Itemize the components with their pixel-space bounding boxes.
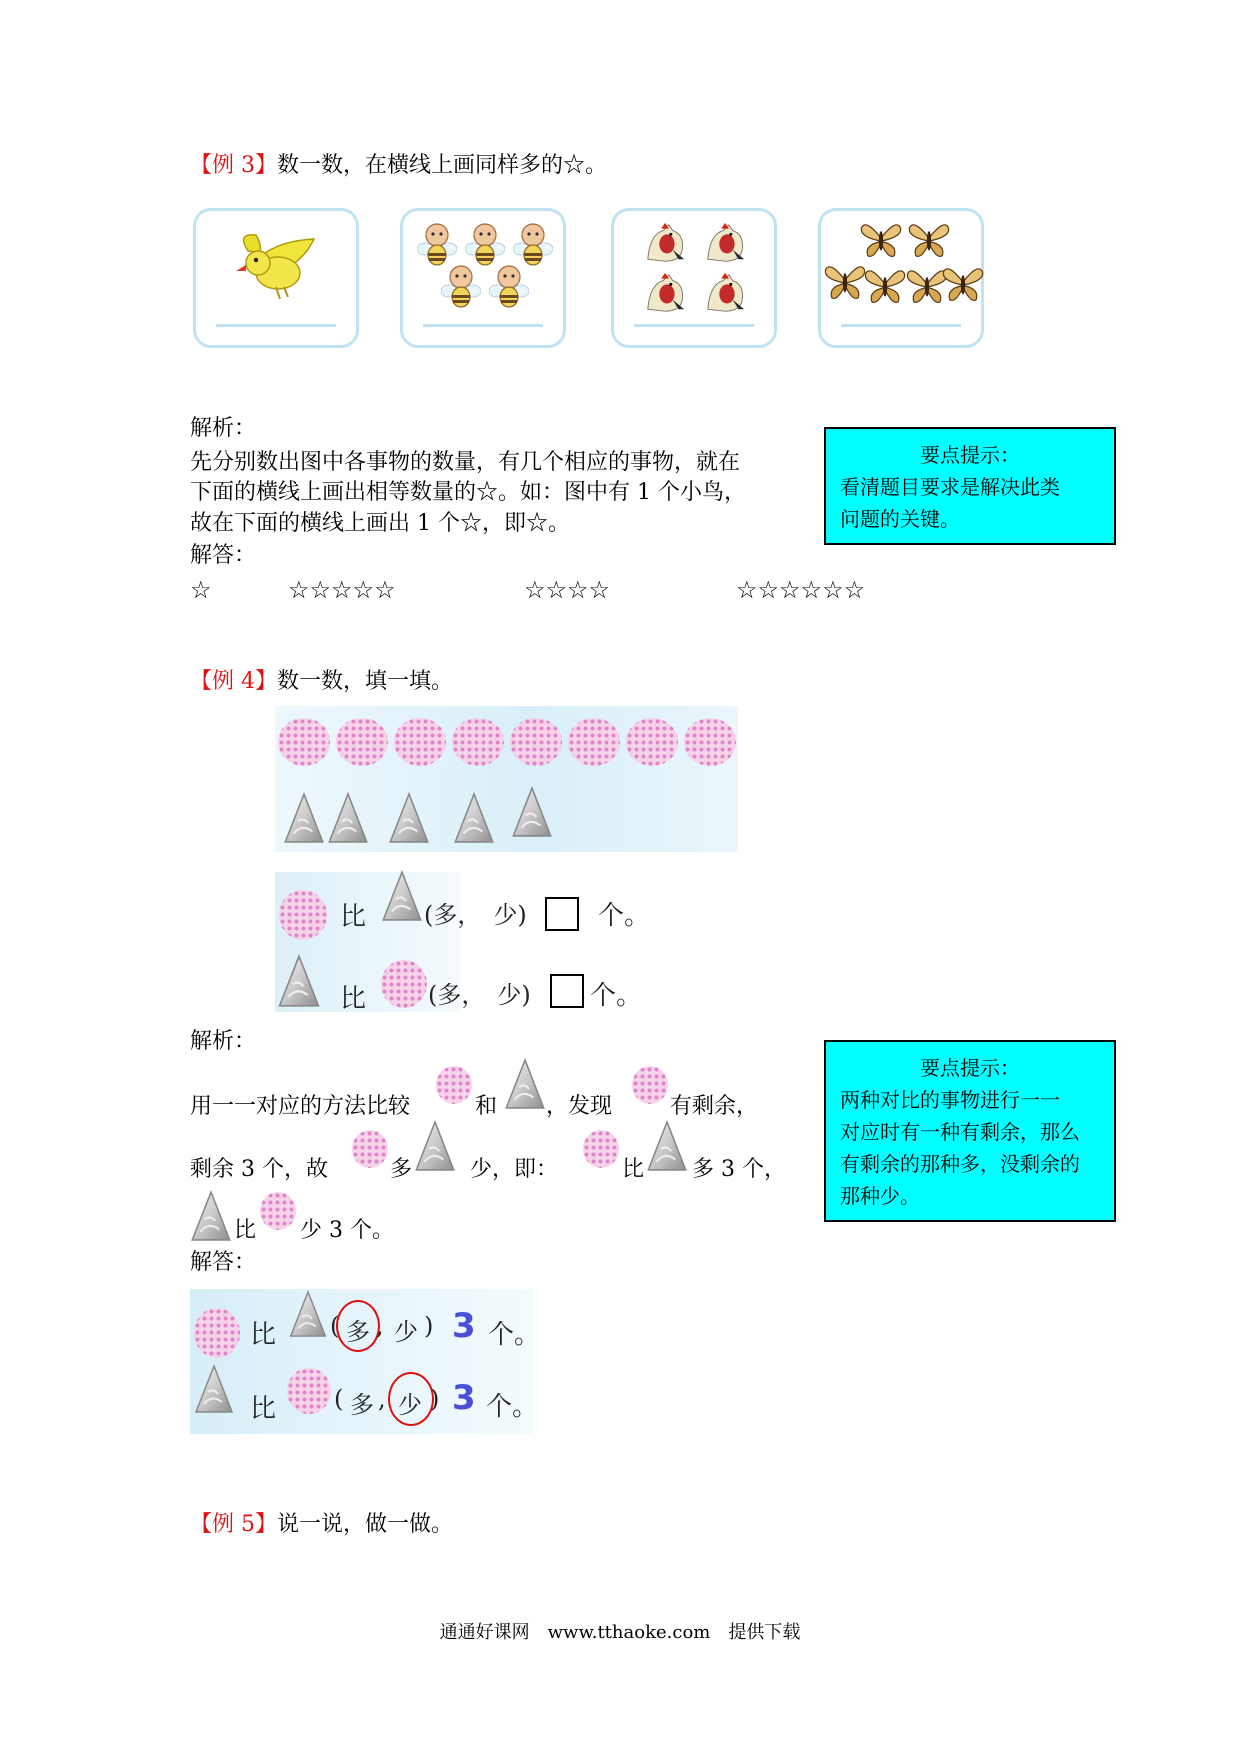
- open-paren: (: [334, 1385, 344, 1413]
- gray-triangle: [414, 1120, 456, 1172]
- ge-text: 个。: [486, 1392, 539, 1422]
- pink-circle: [568, 718, 620, 766]
- gray-triangle: [646, 1120, 688, 1172]
- ex3-answer-1: ☆: [190, 576, 212, 604]
- ge-text: 个。: [488, 1320, 541, 1350]
- pink-circle: [279, 890, 327, 940]
- example-4-heading: [190, 665, 453, 699]
- pink-circle: [394, 718, 446, 766]
- pink-circle: [381, 960, 427, 1008]
- gray-triangle: [190, 1190, 232, 1242]
- tip-line: 对应时有一种有剩余，那么: [840, 1120, 1080, 1144]
- example-3-heading: [190, 149, 607, 183]
- ex4-line2-part1: 剩余 3 个，故: [190, 1157, 328, 1182]
- pink-circle: [352, 1130, 388, 1168]
- comma: ,: [378, 1385, 386, 1413]
- gray-triangle: [388, 792, 430, 844]
- pink-circle: [626, 718, 678, 766]
- pink-circle: [684, 718, 736, 766]
- pink-circle: [278, 718, 330, 766]
- ex4-line2-part5: 多 3 个，: [692, 1157, 786, 1182]
- ex3-answer-2: ☆☆☆☆☆: [288, 576, 396, 604]
- options-text: (多， 少): [424, 901, 527, 929]
- ex3-analysis-label: 解析：: [190, 416, 257, 441]
- bees-icon: [403, 211, 569, 351]
- ex4-line2-part3: 少，即：: [470, 1157, 559, 1182]
- pink-circle: [452, 718, 504, 766]
- count-panel: [275, 706, 738, 852]
- ex3-analysis-line-3: 故在下面的横线上画出 1 个☆，即☆。: [190, 511, 570, 536]
- tip-title: 要点提示：: [920, 1056, 1020, 1080]
- pink-circle: [583, 1130, 619, 1168]
- ex4-answer-label: 解答：: [190, 1250, 257, 1275]
- ex4-line3-part2: 少 3 个。: [300, 1218, 394, 1243]
- pink-circle: [260, 1192, 296, 1230]
- gray-triangle: [283, 792, 325, 844]
- answer-box[interactable]: [550, 974, 584, 1008]
- ex4-line2-part2: 多: [390, 1157, 413, 1182]
- tip-line: 问题的关键。: [840, 507, 960, 531]
- example-3-label: 【例 3】: [190, 153, 277, 178]
- gray-triangle: [381, 870, 423, 922]
- ex3-tip-box: [824, 427, 1116, 545]
- pink-circle: [194, 1308, 240, 1358]
- ex4-line1-part4: 有剩余，: [670, 1094, 759, 1119]
- ex4-tip-box: [824, 1040, 1116, 1222]
- ex3-answer-4: ☆☆☆☆☆☆: [736, 576, 866, 604]
- ge-text: 个。: [598, 901, 651, 931]
- ex3-analysis-line-1: 先分别数出图中各事物的数量，有几个相应的事物，就在: [190, 450, 741, 475]
- selected-circle-mark: [388, 1372, 434, 1426]
- ex3-answer-3: ☆☆☆☆: [524, 576, 611, 604]
- example-5-label: 【例 5】: [190, 1512, 277, 1537]
- butterflies-icon: [821, 211, 987, 351]
- shao-option: 少: [398, 1391, 422, 1419]
- gray-triangle: [277, 954, 321, 1008]
- bird-card: [193, 208, 359, 348]
- ex4-line3-part1: 比: [234, 1218, 257, 1243]
- tip-line: 看清题目要求是解决此类: [840, 475, 1060, 499]
- bi-text: 比: [250, 1394, 277, 1424]
- answer-number: 3: [452, 1378, 476, 1418]
- page-footer: 通通好课网 www.tthaoke.com 提供下载: [439, 1622, 801, 1643]
- ex3-analysis-line-2: 下面的横线上画出相等数量的☆。如：图中有 1 个小鸟，: [190, 480, 746, 505]
- duo-option: 多: [346, 1318, 370, 1346]
- gray-triangle: [453, 792, 495, 844]
- example-5-question: 说一说，做一做。: [277, 1512, 454, 1537]
- tip-line: 那种少。: [840, 1184, 920, 1208]
- example-4-label: 【例 4】: [190, 669, 277, 694]
- ex4-line1-part3: ，发现: [546, 1094, 613, 1119]
- bi-text: 比: [340, 902, 367, 932]
- ge-text: 个。: [590, 981, 643, 1011]
- selected-circle-mark: [336, 1300, 380, 1352]
- answer-line: [841, 324, 961, 327]
- gray-triangle: [511, 786, 553, 838]
- gray-triangle: [288, 1290, 328, 1338]
- butterflies-card: [818, 208, 984, 348]
- answer-box[interactable]: [545, 897, 579, 931]
- pink-circle: [510, 718, 562, 766]
- answer-line: [423, 324, 543, 327]
- pink-circle: [287, 1368, 331, 1414]
- ex4-analysis-label: 解析：: [190, 1029, 257, 1054]
- bi-text: 比: [340, 984, 367, 1014]
- bees-card: [400, 208, 566, 348]
- pink-circle: [632, 1066, 668, 1104]
- duo-option: 多: [350, 1391, 374, 1419]
- tip-line: 两种对比的事物进行一一: [840, 1088, 1060, 1112]
- bi-text: 比: [250, 1320, 277, 1350]
- options-text: (多， 少): [428, 981, 531, 1009]
- example-4-question: 数一数，填一填。: [277, 669, 454, 694]
- roosters-card: [611, 208, 777, 348]
- ex4-line2-part4: 比: [622, 1157, 645, 1182]
- gray-triangle: [194, 1364, 234, 1414]
- comma: ,: [376, 1312, 384, 1340]
- gray-triangle: [327, 792, 369, 844]
- close-paren: ): [430, 1385, 440, 1413]
- tip-line: 有剩余的那种多，没剩余的: [840, 1152, 1080, 1176]
- example-3-question: 数一数，在横线上画同样多的☆。: [277, 153, 608, 178]
- answer-line: [634, 324, 754, 327]
- gray-triangle: [504, 1058, 546, 1110]
- ex4-line1-part1: 用一一对应的方法比较: [190, 1094, 411, 1119]
- ex3-answer-label: 解答：: [190, 543, 257, 568]
- pink-circle: [436, 1066, 472, 1104]
- pink-circle: [336, 718, 388, 766]
- open-paren: (: [330, 1312, 340, 1340]
- answer-line: [216, 324, 336, 327]
- ex4-line1-part2: 和: [475, 1094, 498, 1119]
- close-paren: ): [424, 1312, 434, 1340]
- tip-title: 要点提示：: [920, 443, 1020, 467]
- bird-icon: [196, 211, 362, 351]
- example-5-heading: [190, 1508, 453, 1542]
- answer-number: 3: [452, 1306, 476, 1346]
- roosters-icon: [614, 211, 780, 351]
- shao-option: 少: [394, 1318, 418, 1346]
